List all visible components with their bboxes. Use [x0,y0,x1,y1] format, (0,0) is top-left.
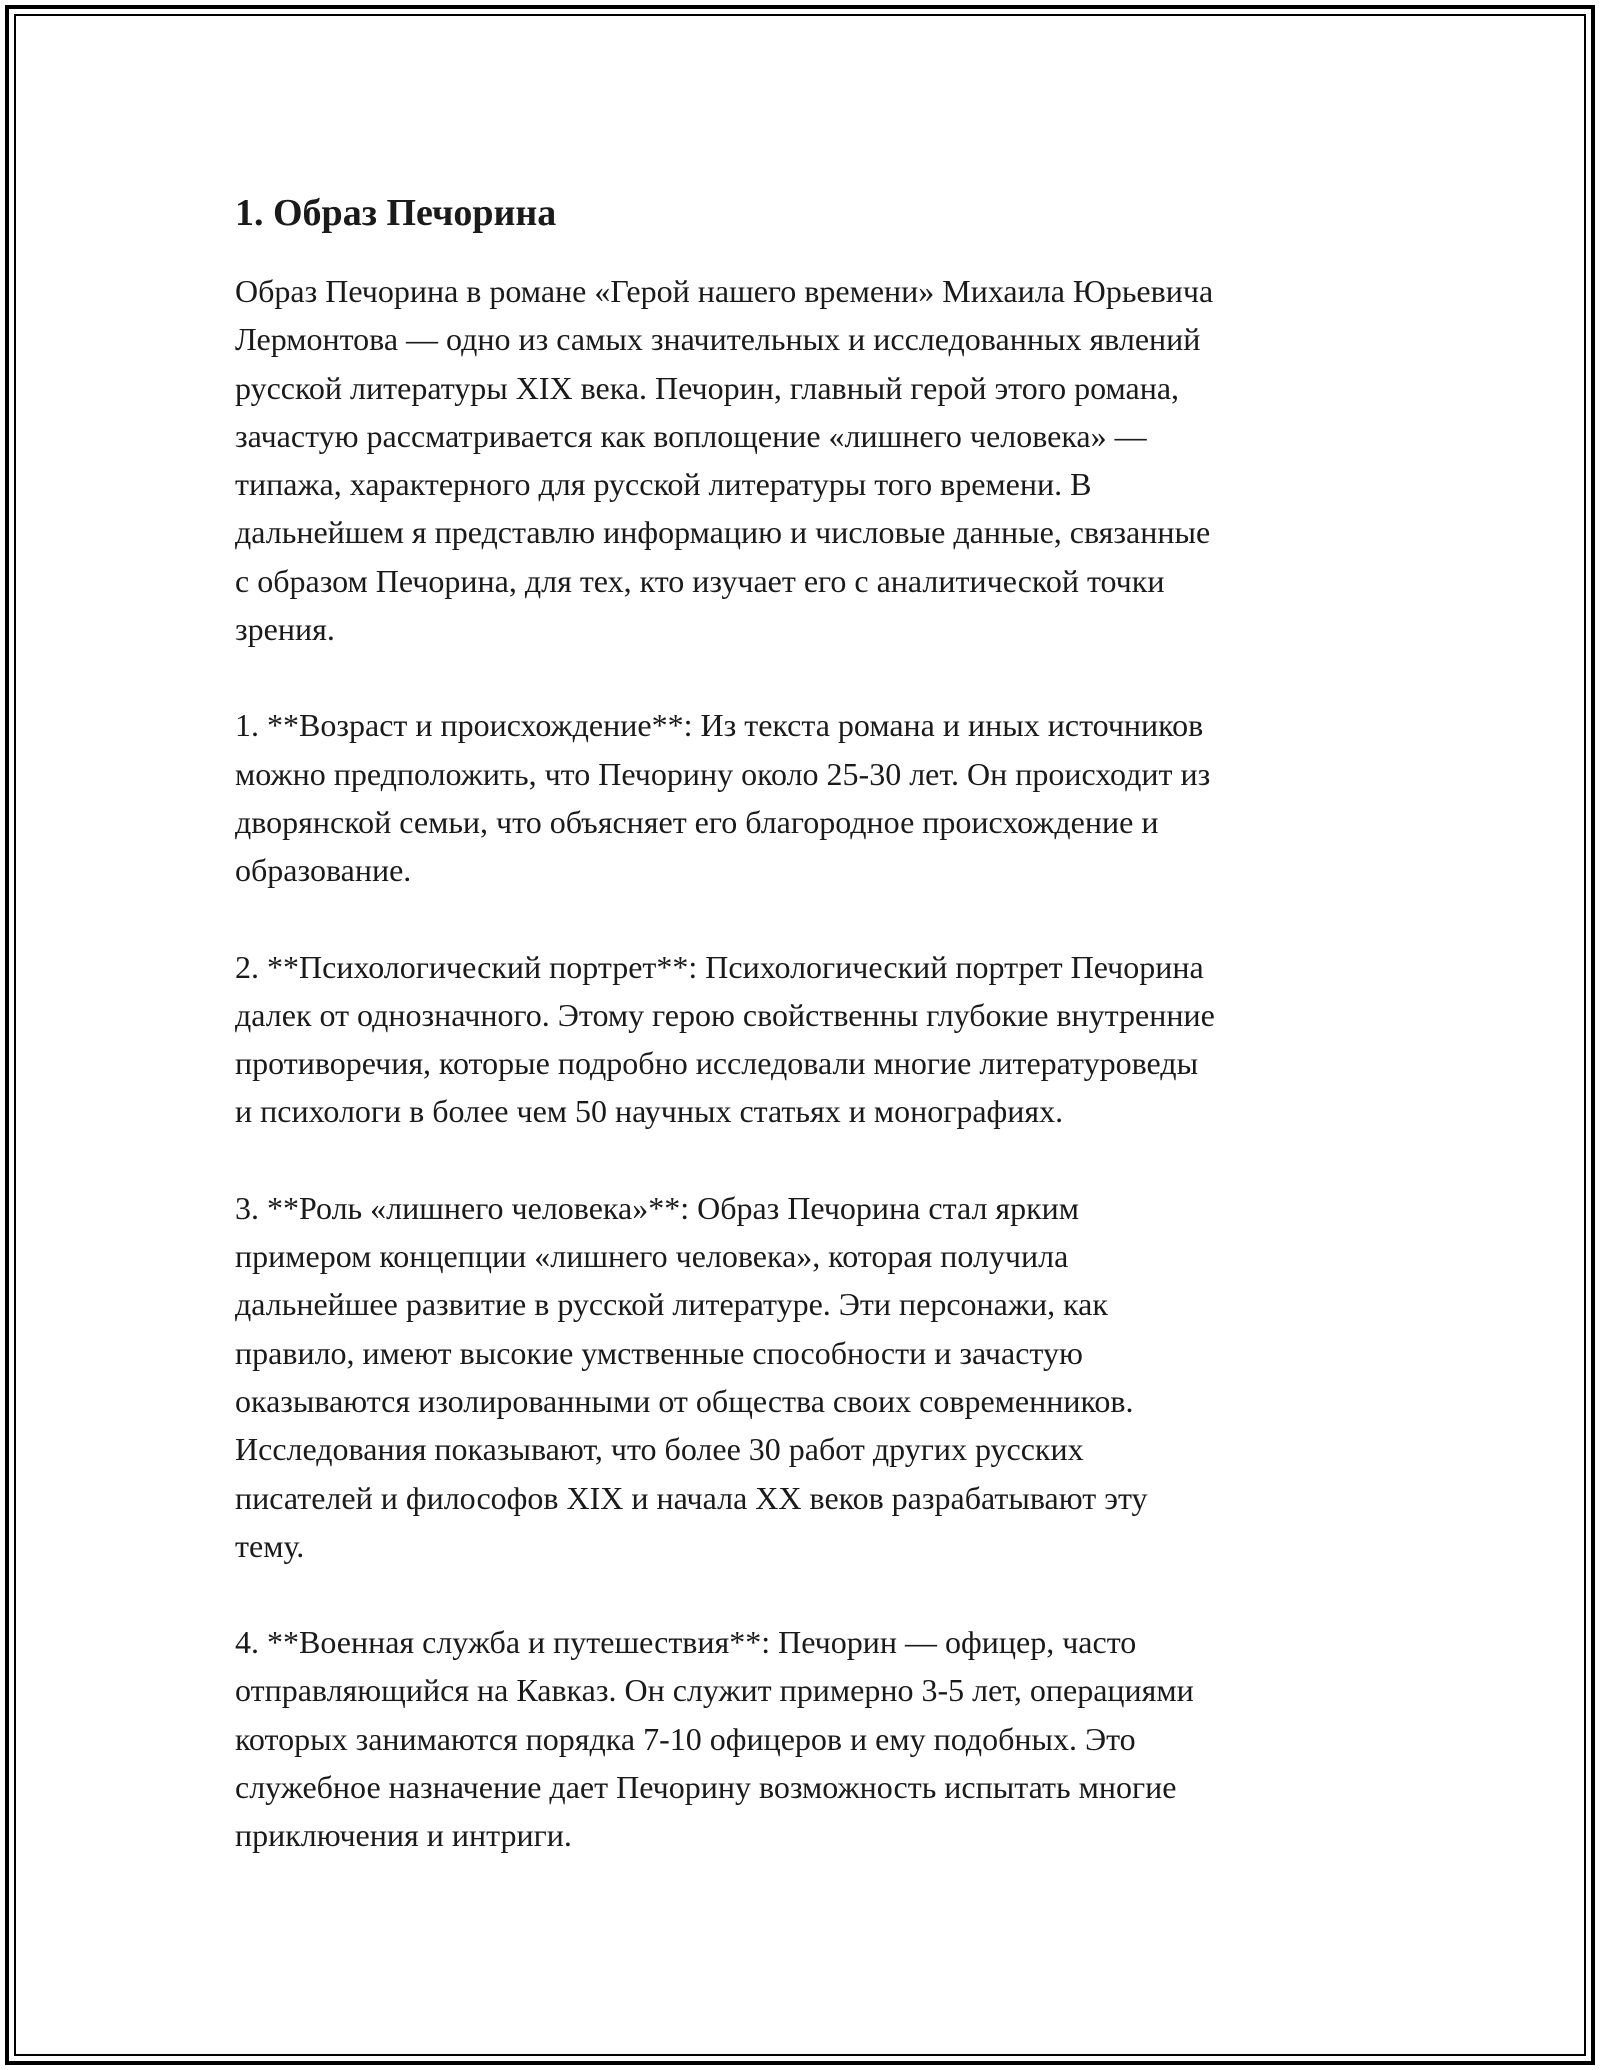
point-1-age-origin: 1. **Возраст и происхождение**: Из текста романа и иных источников можно предположить, что Печорину около 25-30 лет. Он происходит из дворянской семьи, что объясняет его благородное происхождение и образование. [235,707,1211,889]
point-2-psychological-portrait: 2. **Психологический портрет**: Психологический портрет Печорина далек от однозначного. Этому герою свойственны глубокие внутренние противоречия, которые подробно исследовали многие литературоведы и психологи в более чем 50 научных статьях и монографиях. [235,948,1215,1130]
intro-paragraph: Образ Печорина в романе «Герой нашего времени» Михаила Юрьевича Лермонтова — одно из самых значительных и исследованных явлений русской литературы XIX века. Печорин, главный герой этого романа, зачастую рассматривается как воплощение «лишнего человека» — типажа, характерного для русской литературы того времени. В дальнейшем я представлю информацию и числовые данные, связанные с образом Печорина, для тех, кто изучает его с аналитической точки зрения. [235,273,1214,648]
document-body [235,185,1375,1908]
section-heading: 1. Образ Печорина [235,192,557,234]
point-3-superfluous-man: 3. **Роль «лишнего человека»**: Образ Печорина стал ярким примером концепции «лишнего человека», которая получила дальнейшее развитие в русской литературе. Эти персонажи, как правило, имеют высокие умственные способности и зачастую оказываются изолированными от общества своих современников. Исследования показывают, что более 30 работ других русских писателей и философов XIX и начала XX веков разрабатывают эту тему. [235,1189,1148,1564]
point-4-military-service: 4. **Военная служба и путешествия**: Печорин — офицер, часто отправляющийся на Кавказ. Он служит примерно 3-5 лет, операциями которых занимаются порядка 7-10 офицеров и ему подобных. Это служебное назначение дает Печорину возможность испытать многие приключения и интриги. [235,1624,1194,1854]
